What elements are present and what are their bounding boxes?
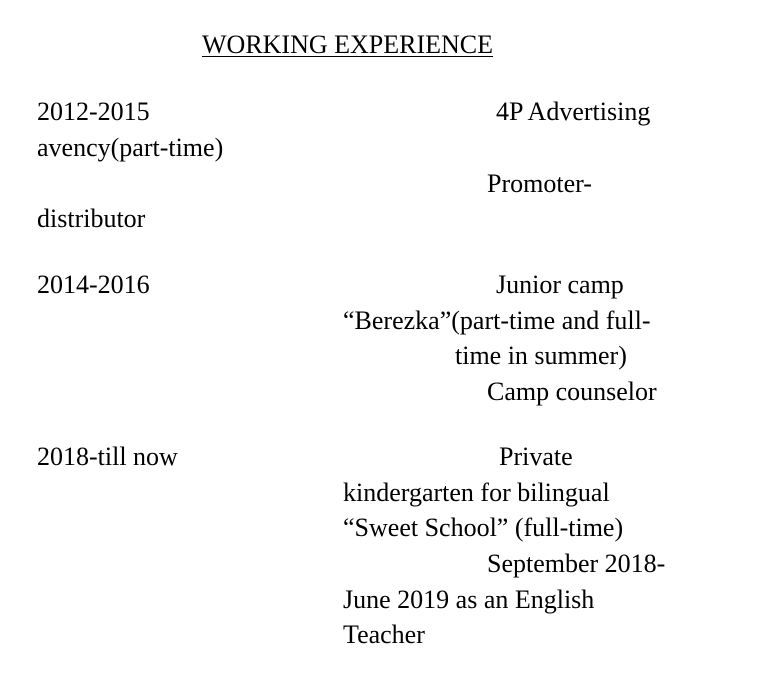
entry-line: Junior camp [496,270,624,299]
entry-line: Teacher [343,620,425,649]
entry-line: June 2019 as an English [343,585,595,614]
entry-line: avency(part-time) [37,133,224,162]
entry-period: 2014-2016 [37,270,150,299]
entry-line: Promoter- [487,169,592,198]
section-heading: WORKING EXPERIENCE [202,30,494,59]
entry-line: “Sweet School” (full-time) [343,513,624,542]
entry-line: time in summer) [455,341,627,370]
entry-line: Camp counselor [487,377,657,406]
entry-line: “Berezka”(part-time and full- [343,306,651,335]
entry-period: 2012-2015 [37,97,150,126]
entry-line: Private [499,442,573,471]
entry-line: distributor [37,204,146,233]
entry-line: kindergarten for bilingual [343,478,610,507]
entry-period: 2018-till now [37,442,178,471]
entry-line: 4P Advertising [496,97,651,126]
entry-line: September 2018- [487,549,666,578]
